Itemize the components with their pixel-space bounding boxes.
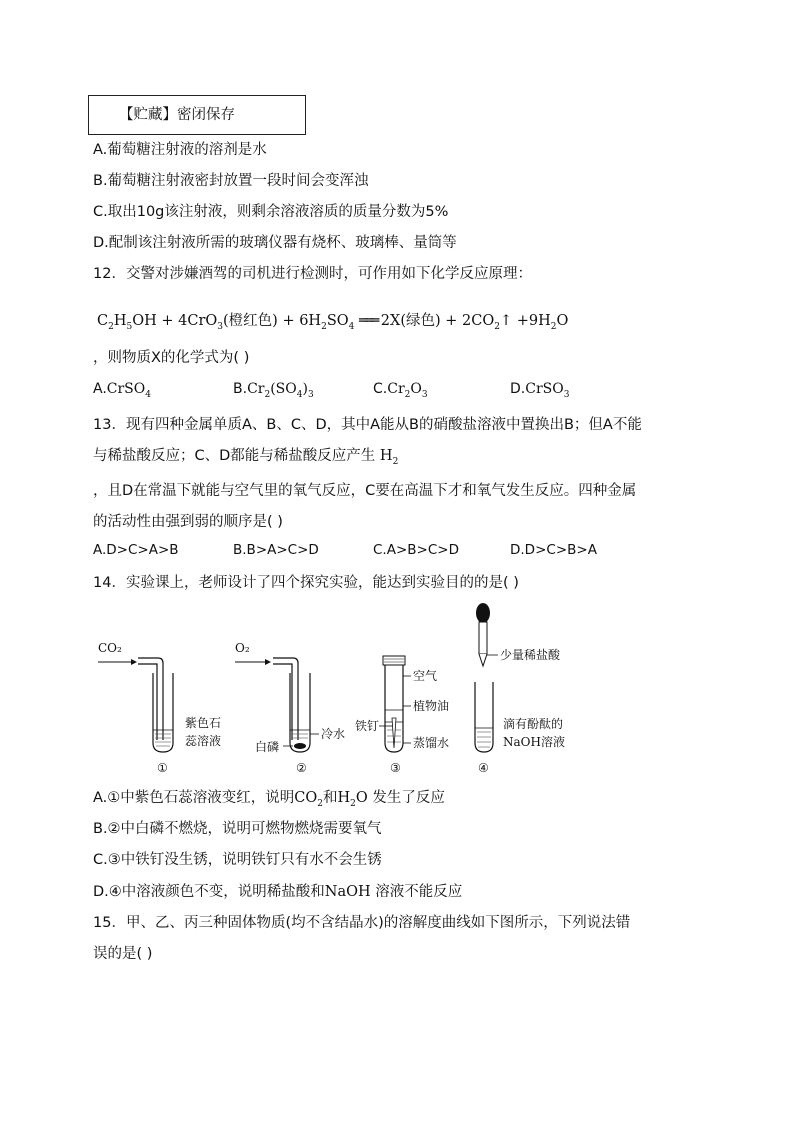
q12-option-d: D.CrSO$_3$ — [510, 381, 570, 400]
q14-option-b: B.②中白磷不燃烧，说明可燃物燃烧需要氧气 — [93, 821, 382, 837]
test-tube-4 — [475, 682, 493, 752]
experiment-3 — [355, 656, 449, 775]
experiment-4 — [475, 603, 565, 775]
num-1: ① — [157, 761, 168, 775]
q13-option-b: B.B>A>C>D — [233, 542, 319, 558]
delivery-tube-2 — [273, 658, 298, 740]
storage-info-box — [88, 95, 306, 135]
q11-option-d: D.配制该注射液所需的玻璃仪器有烧杯、玻璃棒、量筒等 — [93, 235, 457, 251]
experiment-2 — [235, 641, 345, 775]
stopper-3 — [383, 656, 405, 665]
num-4: ④ — [478, 761, 489, 775]
arrow-head-co2 — [131, 659, 137, 665]
q13-options — [93, 542, 703, 566]
q14-option-c: C.③中铁钉没生锈，说明铁钉只有水不会生锈 — [93, 852, 382, 868]
q12-option-a: A.CrSO$_4$ — [93, 381, 151, 400]
label-oil: 植物油 — [413, 699, 450, 713]
label-litmus-2: 蕊溶液 — [185, 734, 222, 748]
white-phosphorus — [294, 743, 306, 749]
q12-option-c: $C.Cr_2O_3$ — [373, 381, 428, 400]
num-2: ② — [296, 761, 307, 775]
q13-line2: 与稀盐酸反应；C、D都能与稀盐酸反应产生 $H_2$ — [93, 448, 399, 467]
q12-reaction-equation: $C_2H_5OH + 4CrO_3$(橙红色) + $6H_2SO_4$ ═══ 2X(绿色) + $2CO_2↑ +9H_2O$ — [97, 313, 569, 332]
dropper-tube — [479, 622, 487, 654]
test-tube-2 — [290, 673, 310, 752]
gas-label-co2: CO₂ — [98, 641, 122, 655]
q14-experiment-figure — [93, 600, 623, 782]
q13-line3: ，且D在常温下就能与空气里的氧气反应，C要在高温下才和氧气发生反应。四种金属 — [93, 483, 637, 499]
q13-line1: 13．现有四种金属单质A、B、C、D，其中A能从B的硝酸盐溶液中置换出B；但A不能 — [93, 417, 642, 433]
q13-line4: 的活动性由强到弱的顺序是( ) — [93, 514, 283, 530]
q14-option-d: D.④中溶液颜色不变，说明稀盐酸和NaOH 溶液不能反应 — [93, 884, 463, 900]
q13-option-d: D.D>C>B>A — [510, 542, 597, 558]
num-3: ③ — [390, 761, 401, 775]
label-phenolphthalein-1: 滴有酚酞的 — [503, 717, 564, 731]
q15-line2: 误的是( ) — [93, 946, 153, 962]
experiment-1 — [98, 641, 221, 775]
q12-after: ，则物质X的化学式为( ) — [93, 350, 250, 366]
label-dilute-acid: 少量稀盐酸 — [500, 648, 561, 662]
q12-option-b: $B.Cr_2(SO_4)_3$ — [233, 381, 314, 400]
dropper-bulb — [476, 603, 490, 623]
label-cold-water: 冷水 — [321, 727, 346, 741]
q11-option-b: B.葡萄糖注射液密封放置一段时间会变浑浊 — [93, 173, 369, 189]
q14-option-a: A.①中紫色石蕊溶液变红，说明$CO_2$和$H_2O$ 发生了反应 — [93, 790, 445, 809]
iron-nail — [392, 718, 396, 748]
gas-label-o2: O₂ — [235, 641, 250, 655]
label-litmus-1: 紫色石 — [185, 716, 222, 730]
label-white-phosphorus: 白磷 — [255, 740, 280, 754]
q15-line1: 15．甲、乙、丙三种固体物质(均不含结晶水)的溶解度曲线如下图所示，下列说法错 — [93, 915, 631, 931]
label-air: 空气 — [413, 669, 438, 683]
label-nail: 铁钉 — [355, 719, 380, 733]
q13-option-a: A.D>C>A>B — [93, 542, 179, 558]
q14-stem: 14．实验课上，老师设计了四个探究实验，能达到实验目的的是( ) — [93, 575, 519, 591]
q12-options — [93, 381, 703, 405]
label-phenolphthalein-2: NaOH溶液 — [503, 735, 565, 749]
delivery-tube-1 — [138, 658, 163, 740]
q12-stem: 12．交警对涉嫌酒驾的司机进行检测时，可作用如下化学反应原理： — [93, 266, 532, 282]
q11-option-a: A.葡萄糖注射液的溶剂是水 — [93, 142, 267, 158]
q13-option-c: C.A>B>C>D — [373, 542, 459, 558]
label-distilled-water: 蒸馏水 — [413, 736, 450, 750]
storage-text: 【贮藏】密闭保存 — [119, 107, 235, 123]
q11-option-c: C.取出10g该注射液，则剩余溶液溶质的质量分数为5% — [93, 204, 449, 220]
